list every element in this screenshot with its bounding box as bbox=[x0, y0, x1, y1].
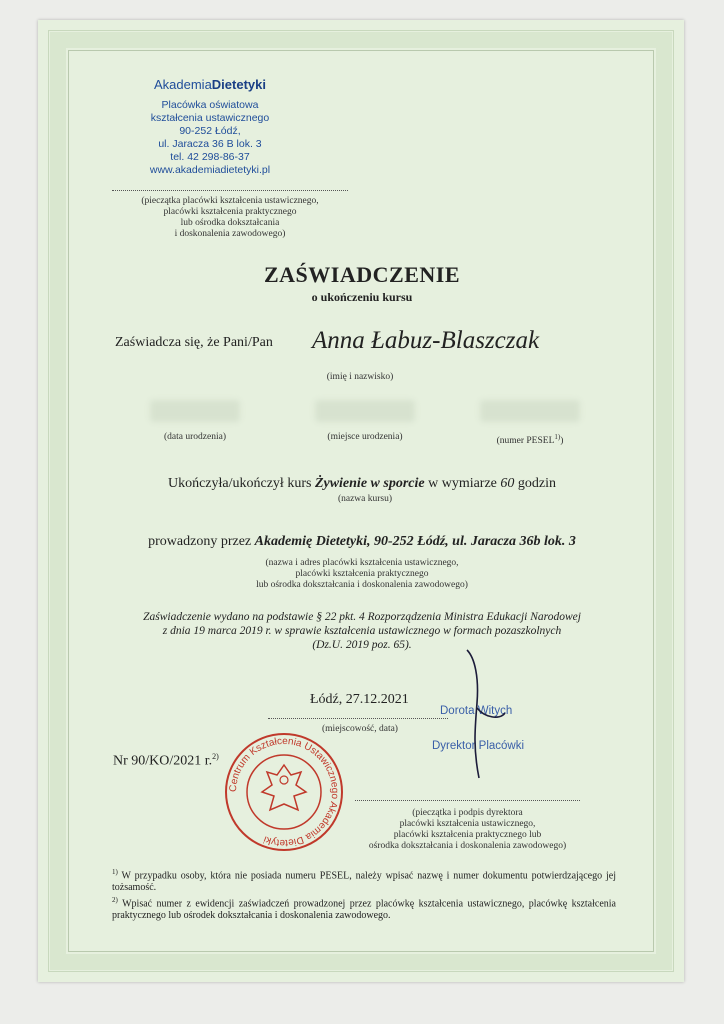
pesel-redacted bbox=[480, 400, 580, 422]
footnote-2-text: Wpisać numer z ewidencji zaświadczeń prowadzonej przez placówkę kształcenia ustawicznego, placówkę kształcenia praktycznego lub ośrodek dokształcania i doskonalenia zawodowego. bbox=[112, 898, 616, 922]
decree-text bbox=[100, 610, 624, 652]
decree-line: (Dz.U. 2019 poz. 65). bbox=[312, 639, 412, 651]
course-name: Żywienie w sporcie bbox=[314, 476, 425, 491]
footnote-1 bbox=[112, 866, 616, 894]
birth-place-redacted bbox=[315, 400, 415, 422]
official-seal bbox=[222, 730, 346, 854]
director-caption bbox=[355, 808, 580, 852]
caption-line: i doskonalenia zawodowego) bbox=[174, 229, 286, 239]
logo-text-dietetyki: Dietetyki bbox=[211, 77, 266, 92]
caption-line: placówki kształcenia praktycznego bbox=[295, 569, 429, 579]
pesel-caption bbox=[470, 432, 590, 447]
conducted-line bbox=[0, 534, 724, 550]
caption-line: (nazwa i adres placówki kształcenia ustawicznego, bbox=[265, 558, 459, 568]
birth-date-caption: (data urodzenia) bbox=[164, 432, 226, 442]
stamp-line: tel. 42 298-86-37 bbox=[170, 151, 250, 163]
certify-prefix: Zaświadcza się, że Pani/Pan bbox=[115, 335, 273, 350]
certificate-number bbox=[113, 752, 219, 770]
caption-line: (pieczątka placówki kształcenia ustawicznego, bbox=[141, 196, 319, 206]
course-caption: (nazwa kursu) bbox=[337, 494, 393, 504]
institution-logo bbox=[120, 78, 300, 91]
pesel-footnote-ref: 1) bbox=[554, 433, 561, 441]
stamp-line: ul. Jaracza 36 B lok. 3 bbox=[158, 138, 262, 150]
svg-text:Centrum Kształcenia Ustawiczne: Centrum Kształcenia Ustawicznego Akademia Dietetyki bbox=[227, 735, 341, 849]
stamp-line: www.akademiadietetyki.pl bbox=[149, 164, 271, 176]
decree-line: z dnia 19 marca 2019 r. w sprawie kształcenia ustawicznego w formach pozaszkolnych bbox=[162, 625, 562, 637]
footnote-1-text: W przypadku osoby, która nie posiada numeru PESEL, należy wpisać nazwę i numer dokumentu potwierdzającego jej tożsamość. bbox=[112, 870, 616, 894]
caption-line: placówki kształcenia praktycznego bbox=[163, 207, 297, 217]
caption-line: ośrodka dokształcania i doskonalenia zawodowego) bbox=[368, 841, 567, 851]
decree-line: Zaświadczenie wydano na podstawie § 22 pkt. 4 Rozporządzenia Ministra Edukacji Narodowej bbox=[143, 611, 581, 623]
caption-line: placówki kształcenia praktycznego lub bbox=[393, 830, 542, 840]
stamp-line: 90-252 Łódź, bbox=[179, 125, 241, 137]
caption-line: lub ośrodka dokształcania bbox=[180, 218, 280, 228]
course-line bbox=[0, 476, 724, 492]
course-prefix: Ukończyła/ukończył kurs bbox=[167, 476, 312, 491]
footnote-1-mark: 1) bbox=[112, 868, 118, 876]
caption-line: (pieczątka i podpis dyrektora bbox=[412, 808, 523, 818]
caption-line: placówki kształcenia ustawicznego, bbox=[399, 819, 536, 829]
course-hours: 60 bbox=[500, 476, 515, 491]
pesel-caption-text: (numer PESEL bbox=[496, 436, 555, 447]
stamp-line: kształcenia ustawicznego bbox=[150, 112, 270, 124]
document-subtitle: o ukończeniu kursu bbox=[311, 290, 413, 304]
place-date: Łódź, 27.12.2021 bbox=[310, 692, 409, 707]
conducted-by: Akademię Dietetyki, 90-252 Łódź, ul. Jaracza 36b lok. 3 bbox=[254, 534, 576, 549]
course-hours-prefix: w wymiarze bbox=[428, 476, 497, 491]
signature-name: Dorota Witych bbox=[440, 705, 513, 717]
handwritten-signature bbox=[455, 648, 515, 783]
stamp-caption bbox=[112, 196, 348, 240]
director-stamp-line bbox=[355, 800, 580, 801]
signature-title: Dyrektor Placówki bbox=[432, 740, 525, 752]
conducted-prefix: prowadzony przez bbox=[148, 534, 252, 549]
stamp-dotted-line bbox=[112, 190, 348, 191]
logo-text-akademia: Akademia bbox=[153, 77, 212, 92]
document-title: ZAŚWIADCZENIE bbox=[264, 262, 460, 287]
caption-line: lub ośrodka dokształcania i doskonalenia zawodowego) bbox=[256, 580, 468, 590]
person-name: Anna Łabuz-Blaszczak bbox=[312, 327, 540, 354]
birth-place-caption: (miejsce urodzenia) bbox=[327, 432, 403, 442]
institution-stamp bbox=[120, 78, 300, 177]
place-date-line bbox=[268, 718, 448, 719]
birth-date-redacted bbox=[150, 400, 240, 422]
course-hours-suffix: godzin bbox=[517, 476, 557, 491]
footnote-2-mark: 2) bbox=[112, 896, 118, 904]
pesel-caption-close: ) bbox=[560, 436, 564, 447]
stamp-line: Placówka oświatowa bbox=[161, 99, 259, 111]
conducted-caption bbox=[200, 558, 524, 591]
number-footnote-ref: 2) bbox=[212, 752, 219, 761]
certificate-number-text: Nr 90/KO/2021 r. bbox=[113, 753, 213, 769]
place-date-caption: (miejscowość, data) bbox=[322, 724, 398, 734]
footnote-2 bbox=[112, 894, 616, 922]
name-caption: (imię i nazwisko) bbox=[326, 372, 394, 382]
